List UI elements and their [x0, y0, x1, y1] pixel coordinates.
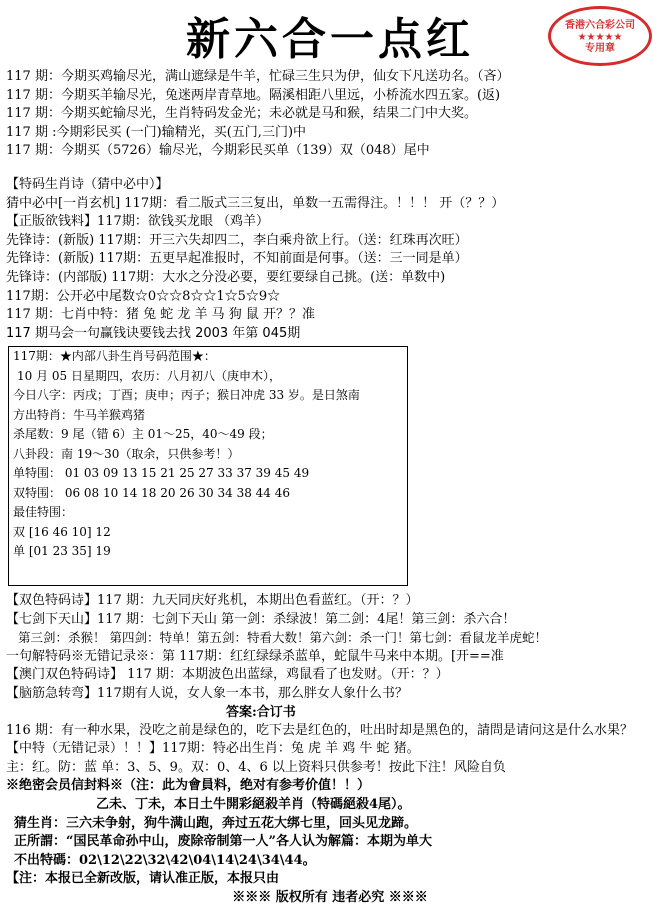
poem-line: 先锋诗：(内部版) 117期：大水之分没必要，要红要绿自己挑。(送：单数中) — [6, 269, 446, 285]
intro-section — [6, 68, 654, 161]
company-stamp — [548, 6, 652, 66]
poem-line: 117 期马会一句赢钱诀要钱去找 2003 年第 045期 — [6, 325, 301, 341]
answer-line: 答案:合订书 — [226, 704, 296, 720]
box-best-shuang: 双 [16 46 10] 12 — [13, 524, 111, 539]
intro-line: 117 期：今期买羊输尽光，兔迷两岸青草地。隔溪相距八里远，小桥流水四五家。(返) — [6, 87, 501, 103]
lower-section — [6, 592, 654, 908]
box-dan-range: 单特围： 01 03 09 13 15 21 25 27 33 37 39 45 49 — [13, 466, 310, 480]
intro-line: 117 期：今期买鸡输尽光，满山遮绿是牛羊，忙碌三生只为伊，仙女下凡送功名。（吝） — [6, 69, 510, 84]
member-heading: ※绝密会员信封料※（注：此为會員料，绝对有参考价值！！） — [6, 778, 371, 794]
member-line: 不出特碼：02\12\22\32\42\04\14\24\34\44。 — [14, 852, 316, 868]
text-line: 【中特（无错记录）！！】117期：特必出生肖：兔 虎 羊 鸡 牛 蛇 猪。 — [6, 741, 420, 757]
stamp-stars: ★★★★★ — [577, 32, 623, 43]
poem-line: 117 期：七肖中特：猪 兔 蛇 龙 羊 马 狗 鼠 开？？准 — [6, 307, 316, 323]
intro-line: 117 期 :今期彩民买 (一门)输精光，买(五门,三门)中 — [6, 124, 307, 140]
copyright-footer: ※※※ 版权所有 违者必究 ※※※ — [232, 889, 428, 905]
box-shuang-range: 双特围： 06 08 10 14 18 20 26 30 34 38 44 46 — [13, 485, 291, 500]
text-line: 【澳门双色特码诗】 117 期：本期波色出蓝绿，鸡鼠看了也发财。（开：？） — [6, 667, 449, 683]
notice-line: 【注：本报已全新改版，请认准正版，本报只由 — [6, 871, 280, 887]
bagua-box — [8, 346, 408, 586]
box-date: 10 月 05 日星期四，农历：八月初八（庚申木）， — [17, 368, 281, 383]
member-line: 正所謂：“国民革命孙中山，废除帝制第一人”各人认为解篇：本期为单大 — [14, 834, 432, 850]
text-line: 主：红。防：蓝 单：3、5、9。双：0、4、6 以上资料只供参考！按此下注！风险自负 — [6, 759, 506, 775]
poem-line: 先锋诗：(新版) 117期：开三六失却四二，李白乘舟欲上行。（送：红珠再次旺） — [6, 232, 468, 248]
text-line: 【脑筋急转弯】117期有人说，女人象一本书，那么胖女人象什么书？ — [6, 685, 408, 701]
box-best: 最佳特围： — [13, 505, 74, 519]
intro-line: 117 期：今期买蛇输尽光，生肖特码发金光；未必就是马和猴，结果二门中大奖。 — [6, 106, 477, 122]
text-line: 【七剑下天山】117 期：七剑下天山 第一剑：杀绿波！第二剑：4尾！第三剑：杀六合！ — [6, 611, 516, 627]
page-title: 新六合一点红 — [186, 14, 474, 65]
box-heading: 117期：★内部八卦生肖号码范围★： — [13, 349, 216, 363]
box-best-dan: 单 [01 23 35] 19 — [13, 544, 111, 558]
box-bagua: 八卦段：南 19～30（取余，只供参考！） — [13, 446, 240, 461]
poem-line: 【特码生肖诗（猜中必中）】 — [6, 177, 169, 192]
member-line: 猜生肖：三六未争射，狗牛满山跑，奔过五花大绑七里，回头见龙蹄。 — [14, 815, 418, 831]
intro-line: 117 期：今期买（5726）输尽光，今期彩民买单（139）双（048）尾中 — [6, 143, 430, 159]
poem-line: 猜中必中[一肖玄机] 117期：看二版式三三复出，单数一五需得注。！！！ 开（？？） — [6, 195, 505, 211]
text-line: 一句解特码※无错记录※：第 117期：红红绿绿杀蓝单，蛇鼠牛马来中本期。[开==准 — [6, 648, 504, 664]
stamp-text: 香港六合彩公司 — [565, 20, 635, 31]
riddle-line: 116 期：有一种水果，没吃之前是绿色的，吃下去是红色的，吐出时却是黑色的，請問是请问这是什么水果？ — [6, 723, 633, 739]
text-line: 第三剑：杀猴！ 第四剑：特单！第五剑：特看大数！第六剑：杀一门！第七剑：看鼠龙羊虎蛇！ — [18, 630, 547, 646]
poem-line: 117期：公开必中尾数☆0☆☆8☆☆1☆5☆9☆ — [6, 288, 281, 304]
box-shawei: 杀尾数：9 尾（错 6）主 01～25，40～49 段； — [13, 427, 273, 441]
poem-line: 【正版欲钱料】117期：欲钱买龙眼 （鸡羊） — [6, 214, 269, 230]
box-bazi: 今日八字：丙戌；丁酉；庚申；丙子；猴日冲虎 33 岁。是日煞南 — [13, 388, 360, 402]
member-line: 乙未、丁未，本日土牛開彩絕殺羊肖（特碼絕殺4尾）。 — [96, 796, 411, 812]
box-chuxian: 方出特肖：牛马羊猴鸡猪 — [13, 407, 146, 422]
poem-line: 先锋诗：(新版) 117期：五更早起准报时，不知前面是何事。（送：三一同是单） — [6, 251, 468, 267]
stamp-label: 专用章 — [585, 43, 615, 54]
poems-section — [6, 176, 654, 343]
text-line: 【双色特码诗】117 期：九天同庆好兆机，本期出色看蓝红。（开：？） — [6, 593, 419, 608]
